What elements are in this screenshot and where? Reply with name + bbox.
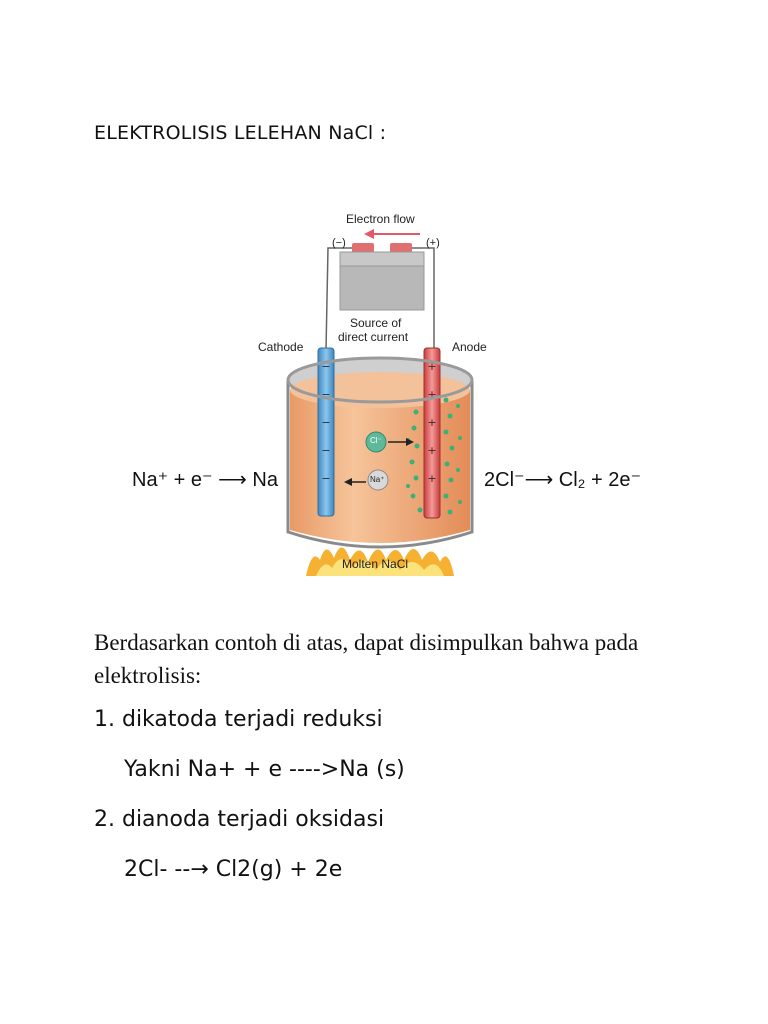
svg-text:+: + bbox=[427, 444, 437, 457]
point-1-equation: Yakni Na+ + e ---->Na (s) bbox=[124, 757, 405, 782]
svg-text:+: + bbox=[427, 388, 437, 401]
source-label-line1: Source of bbox=[350, 316, 402, 330]
molten-nacl-label: Molten NaCl bbox=[342, 557, 409, 571]
point-1: 1. dikatoda terjadi reduksi bbox=[94, 707, 383, 732]
electron-flow-label: Electron flow bbox=[346, 212, 415, 226]
svg-text:−: − bbox=[321, 360, 331, 373]
anode-label: Anode bbox=[452, 340, 487, 354]
svg-text:+: + bbox=[427, 472, 437, 485]
svg-text:+: + bbox=[427, 416, 437, 429]
anode-electrode bbox=[424, 348, 440, 518]
battery-icon bbox=[340, 243, 424, 310]
svg-text:+: + bbox=[427, 360, 437, 373]
svg-text:−: − bbox=[321, 472, 331, 485]
cathode-reaction: Na⁺ + e⁻ ⟶ Na bbox=[132, 469, 278, 491]
svg-text:−: − bbox=[321, 416, 331, 429]
anode-reaction: 2Cl⁻⟶ Cl₂ + 2e⁻ bbox=[484, 469, 642, 491]
point-2-equation: 2Cl- --→ Cl2(g) + 2e bbox=[124, 857, 343, 882]
electron-flow-arrow bbox=[364, 229, 420, 239]
minus-terminal-label: (−) bbox=[332, 237, 346, 249]
cathode-electrode bbox=[318, 348, 334, 516]
conclusion-paragraph: Berdasarkan contoh di atas, dapat disimpulkan bahwa pada elektrolisis: bbox=[94, 630, 639, 688]
source-label-line2: direct current bbox=[338, 330, 409, 344]
na-ion-label: Na⁺ bbox=[370, 475, 385, 484]
cl-ion-label: Cl⁻ bbox=[370, 436, 382, 445]
electrolysis-cell-diagram bbox=[120, 200, 660, 590]
svg-text:−: − bbox=[321, 388, 331, 401]
svg-text:−: − bbox=[321, 444, 331, 457]
point-2: 2. dianoda terjadi oksidasi bbox=[94, 807, 385, 832]
document-title: ELEKTROLISIS LELEHAN NaCl : bbox=[94, 122, 387, 144]
plus-terminal-label: (+) bbox=[426, 237, 440, 249]
electrolysis-figure bbox=[120, 200, 660, 590]
cathode-label: Cathode bbox=[258, 340, 304, 354]
